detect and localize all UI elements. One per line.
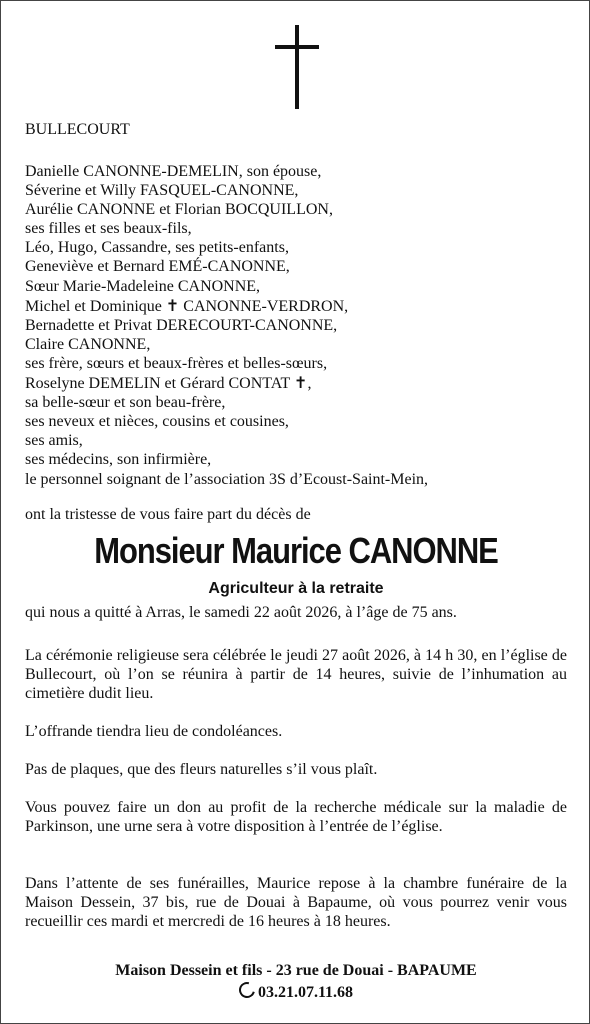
family-member-line [25,335,428,354]
family-member-line [25,219,428,238]
funeral-home-line: Maison Dessein et fils - 23 rue de Douai - BAPAUME [115,962,477,979]
family-member-line [25,277,428,296]
family-member-line [25,238,428,257]
family-member-line [25,412,428,431]
family-member-line [25,257,428,276]
family-member-suffix: , [307,375,312,393]
offering-paragraph: L’offrande tiendra lieu de condoléances. [25,723,283,740]
family-member-text: le personnel soignant de l’association 3S d’Ecoust-Saint-Mein, [25,470,429,488]
family-member-text: Aurélie CANONNE et Florian BOCQUILLON, [25,201,333,219]
flowers-paragraph: Pas de plaques, que des fleurs naturelles s’il vous plaît. [25,761,378,778]
family-member-line [25,470,428,489]
death-notice: qui nous a quitté à Arras, le samedi 22 août 2026, à l’âge de 75 ans. [25,604,457,621]
family-member-text: Léo, Hugo, Cassandre, ses petits-enfants, [25,239,289,257]
family-member-text: Bernadette et Privat DERECOURT-CANONNE, [25,316,338,334]
family-member-line [25,162,428,181]
family-member-line [25,316,428,335]
phone-number: 03.21.07.11.68 [257,984,354,1001]
family-member-text: ses amis, [25,432,83,450]
donation-paragraph: Vous pouvez faire un don au profit de la recherche médicale sur la maladie de Parkinson, une urne sera à votre disposition à l’entrée de l’église. [25,799,567,835]
intro-text: ont la tristesse de vous faire part du décès de [25,506,311,523]
family-member-line [25,200,428,219]
family-member-line [25,296,428,316]
family-member-text: Danielle CANONNE-DEMELIN, son épouse, [25,163,322,180]
family-member-suffix: CANONNE-VERDRON, [183,297,349,315]
family-member-line [25,450,428,469]
deceased-name: Monsieur Maurice CANONNE [94,530,498,571]
city-name: BULLECOURT [25,121,130,138]
family-member-text: Michel et Dominique [25,297,162,315]
deceased-cross-icon: ✝ [165,295,180,315]
family-member-line [25,393,428,412]
profession: Agriculteur à la retraite [208,580,384,597]
family-list [25,162,428,489]
phone-line [1,982,590,1002]
family-member-text: ses frère, sœurs et beaux-frères et belles-sœurs, [25,354,328,372]
family-member-text: Claire CANONNE, [25,335,151,353]
deceased-cross-icon: ✝ [294,373,308,393]
family-member-text: Séverine et Willy FASQUEL-CANONNE, [25,182,299,200]
family-member-text: Roselyne DEMELIN et Gérard CONTAT [25,375,291,393]
family-member-line [25,181,428,200]
family-member-text: ses neveux et nièces, cousins et cousines, [25,413,289,431]
family-member-line [25,431,428,450]
family-member-text: Sœur Marie-Madeleine CANONNE, [25,277,261,295]
phone-icon [236,979,258,1001]
viewing-paragraph: Dans l’attente de ses funérailles, Maurice repose à la chambre funéraire de la Maison Dessein, 37 bis, rue de Douai à Bapaume, où vous pourrez venir vous recueillir ces mardi et mercredi de 16 heures à 18 heures. [25,875,567,930]
cross-icon [275,25,319,109]
family-member-text: ses filles et ses beaux-fils, [25,220,192,238]
ceremony-paragraph: La cérémonie religieuse sera célébrée le jeudi 27 août 2026, à 14 h 30, en l’église de Bullecourt, où l’on se réunira à partir de 14 heures, suivie de l’inhumation au cimetière dudit lieu. [25,647,567,702]
family-member-text: sa belle-sœur et son beau-frère, [25,394,226,412]
family-member-line [25,373,428,393]
family-member-text: ses médecins, son infirmière, [25,451,212,469]
family-member-text: Geneviève et Bernard EMÉ-CANONNE, [25,258,290,276]
family-member-line [25,354,428,373]
